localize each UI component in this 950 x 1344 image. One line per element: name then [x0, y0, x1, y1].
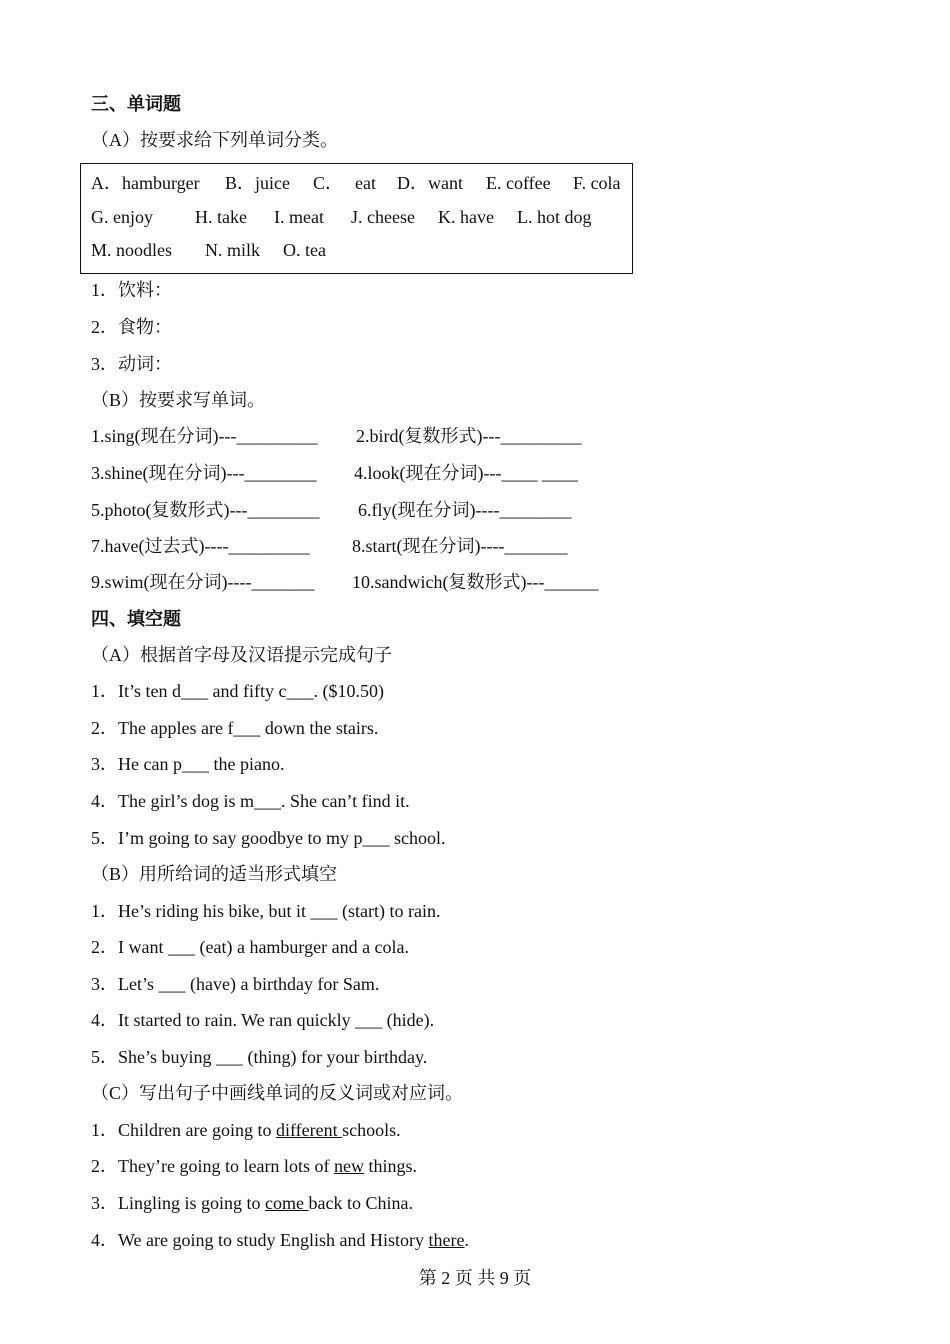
category-question: 1．饮料： — [91, 280, 172, 300]
word-bank-row-2 — [91, 205, 592, 229]
antonym-item: 2．They’re going to learn lots of new things. — [91, 1156, 417, 1176]
word-form-item: 10.sandwich(复数形式)---______ — [352, 572, 599, 592]
word-option: D．want — [397, 173, 463, 193]
word-form-item: 6.fly(现在分词)----________ — [358, 500, 572, 520]
section3-title: 三、单词题 — [91, 94, 181, 114]
fill-item: 5．I’m going to say goodbye to my p___ school. — [91, 828, 446, 848]
verb-form-item: 1．He’s riding his bike, but it ___ (start) to rain. — [91, 901, 441, 921]
word-option: H. take — [195, 207, 247, 227]
word-form-item: 7.have(过去式)----_________ — [91, 536, 310, 556]
verb-form-item: 4．It started to rain. We ran quickly ___ (hide). — [91, 1010, 435, 1030]
verb-form-item: 5．She’s buying ___ (thing) for your birthday. — [91, 1047, 428, 1067]
category-question: 2．食物： — [91, 317, 172, 337]
section4-partC-instruction: （C）写出句子中画线单词的反义词或对应词。 — [91, 1083, 464, 1103]
word-form-item: 2.bird(复数形式)---_________ — [356, 426, 582, 446]
word-option: F. cola — [573, 173, 621, 193]
word-form-item: 5.photo(复数形式)---________ — [91, 500, 320, 520]
section3-partA-instruction: （A）按要求给下列单词分类。 — [91, 130, 338, 150]
antonym-item: 4．We are going to study English and History there. — [91, 1230, 469, 1250]
verb-form-item: 2．I want ___ (eat) a hamburger and a cola. — [91, 937, 410, 957]
fill-item: 3．He can p___ the piano. — [91, 754, 285, 774]
word-option: C． — [313, 173, 344, 193]
underlined-word: come — [265, 1193, 309, 1213]
word-form-item: 1.sing(现在分词)---_________ — [91, 426, 318, 446]
fill-item: 4．The girl’s dog is m___. She can’t find it. — [91, 791, 410, 811]
verb-form-item: 3．Let’s ___ (have) a birthday for Sam. — [91, 974, 380, 994]
word-bank-row-1 — [91, 171, 621, 195]
fill-item: 1．It’s ten d___ and fifty c___. ($10.50) — [91, 681, 384, 701]
word-bank-row-3 — [91, 238, 326, 262]
category-question: 3．动词： — [91, 354, 172, 374]
word-bank-box — [80, 163, 633, 274]
word-option: A．hamburger — [91, 173, 200, 193]
word-form-item: 9.swim(现在分词)----_______ — [91, 572, 315, 592]
antonym-item: 1．Children are going to different schools. — [91, 1120, 401, 1140]
section3-partB-instruction: （B）按要求写单词。 — [91, 390, 266, 410]
underlined-word: different — [275, 1120, 343, 1140]
antonym-item: 3．Lingling is going to come back to China. — [91, 1193, 413, 1213]
word-option: L. hot dog — [517, 207, 592, 227]
word-option: eat — [355, 173, 376, 193]
word-option: J. cheese — [351, 207, 415, 227]
word-form-item: 8.start(现在分词)----_______ — [352, 536, 568, 556]
word-form-item: 4.look(现在分词)---____ ____ — [354, 463, 578, 483]
underlined-word: new — [333, 1156, 364, 1176]
word-option: K. have — [438, 207, 494, 227]
word-option: O. tea — [283, 240, 326, 260]
word-option: G. enjoy — [91, 207, 153, 227]
word-option: B．juice — [225, 173, 290, 193]
word-option: I. meat — [274, 207, 324, 227]
word-option: M. noodles — [91, 240, 172, 260]
page-footer: 第 2 页 共 9 页 — [418, 1268, 532, 1288]
word-option: E. coffee — [486, 173, 551, 193]
fill-item: 2．The apples are f___ down the stairs. — [91, 718, 379, 738]
underlined-word: there — [428, 1230, 465, 1250]
section4-partB-instruction: （B）用所给词的适当形式填空 — [91, 864, 338, 884]
word-option: N. milk — [205, 240, 261, 260]
section4-title: 四、填空题 — [91, 609, 181, 629]
section4-partA-instruction: （A）根据首字母及汉语提示完成句子 — [91, 645, 392, 665]
word-form-item: 3.shine(现在分词)---________ — [91, 463, 317, 483]
